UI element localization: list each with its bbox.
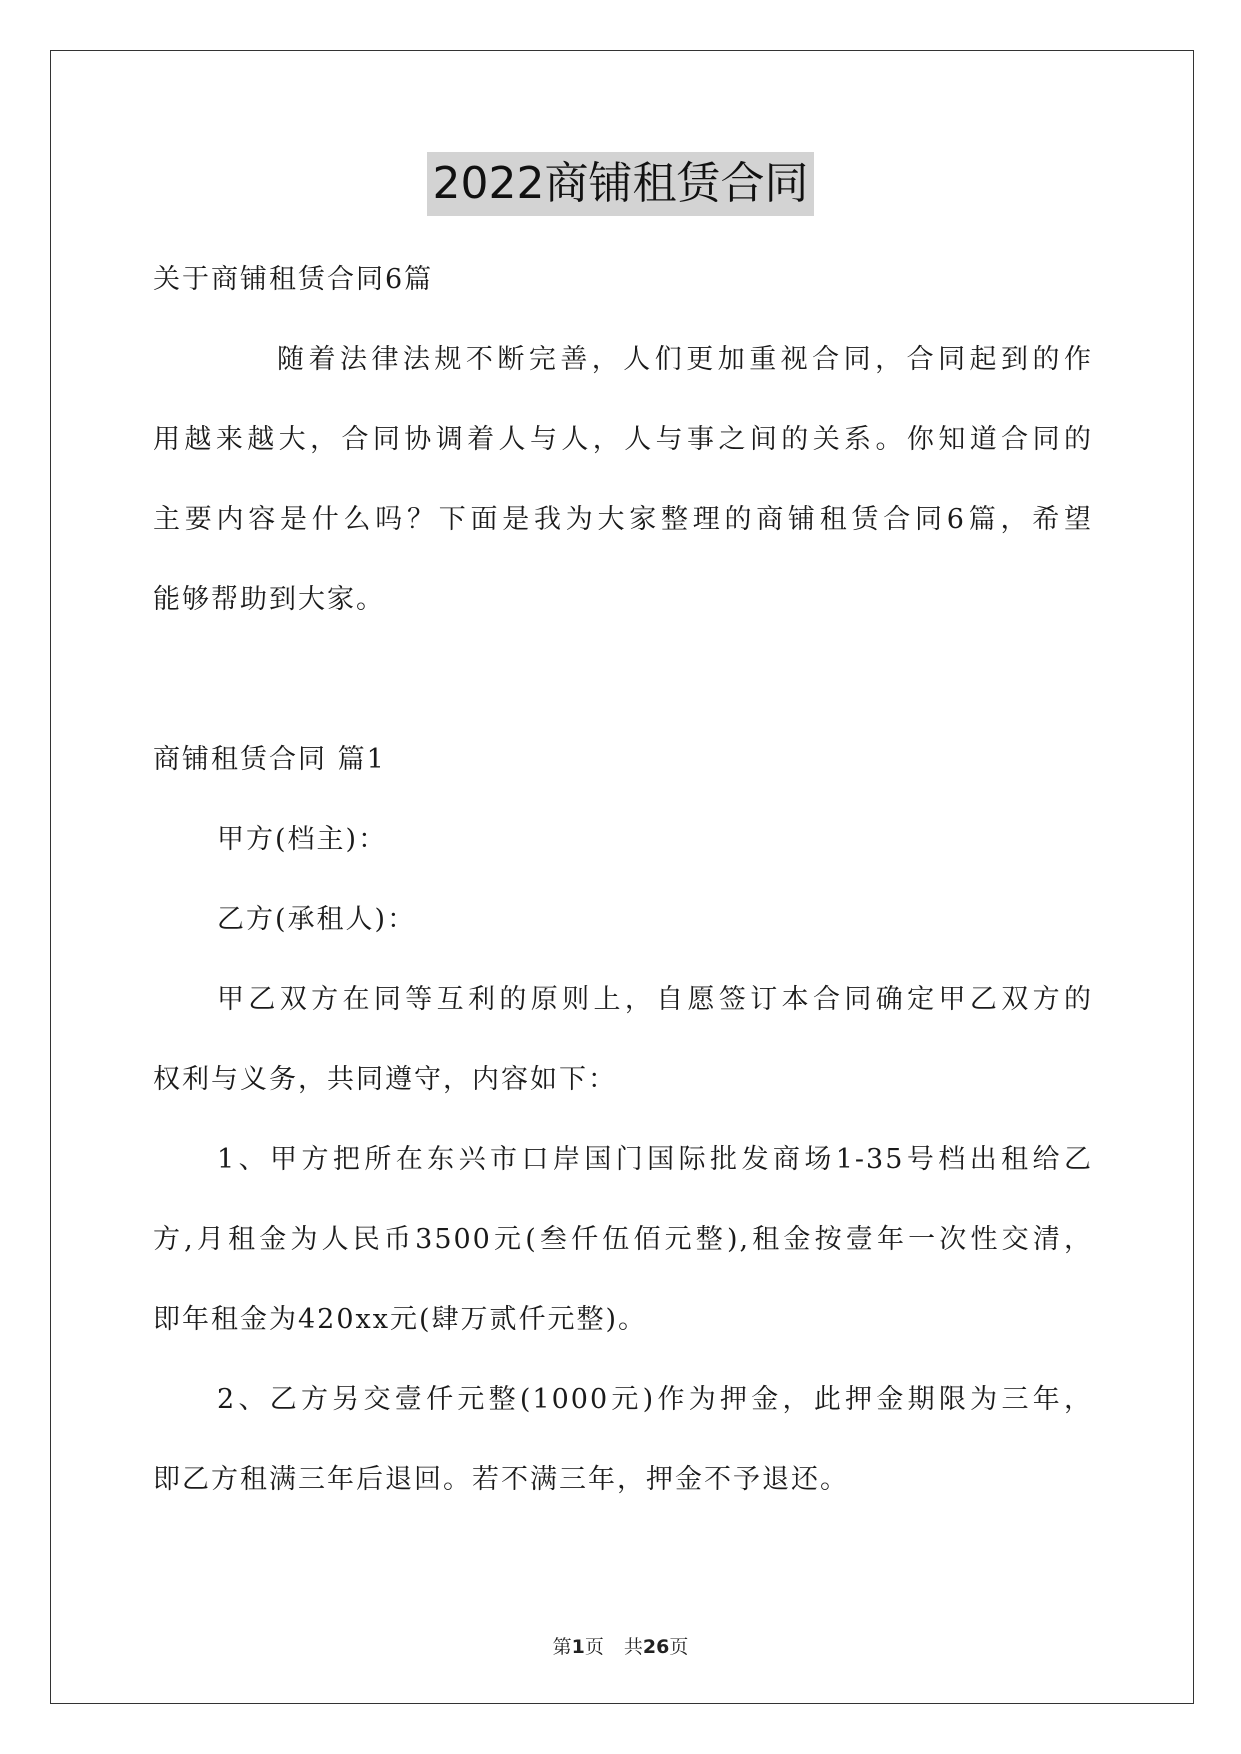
spacer xyxy=(153,640,1093,720)
document-body xyxy=(153,240,1093,1520)
paragraph-line: 主要内容是什么吗？下面是我为大家整理的商铺租赁合同6篇，希望 xyxy=(153,504,1093,535)
clause-line: 即乙方租满三年后退回。若不满三年，押金不予退还。 xyxy=(153,1464,849,1495)
paragraph-line: 能够帮助到大家。 xyxy=(153,584,385,615)
party-b-line: 乙方(承租人)： xyxy=(217,904,417,935)
total-pages: 26 xyxy=(642,1636,670,1658)
clause-line: 1、甲方把所在东兴市口岸国门国际批发商场1-35号档出租给乙 xyxy=(217,1144,1093,1175)
clause-line: 2、乙方另交壹仟元整(1000元)作为押金，此押金期限为三年， xyxy=(217,1384,1093,1415)
page-prefix: 第 xyxy=(552,1636,572,1658)
document-title: 2022商铺租赁合同 xyxy=(427,152,815,216)
total-prefix: 共 xyxy=(623,1636,643,1658)
title-container xyxy=(0,152,1241,216)
clause-line: 即年租金为420xx元(肆万贰仟元整)。 xyxy=(153,1304,648,1335)
paragraph-line: 随着法律法规不断完善，人们更加重视合同，合同起到的作 xyxy=(277,344,1093,375)
page-footer xyxy=(0,1632,1241,1659)
paragraph-line: 用越来越大，合同协调着人与人，人与事之间的关系。你知道合同的 xyxy=(153,424,1093,455)
party-a-line: 甲方(档主)： xyxy=(217,824,388,855)
page-number: 1 xyxy=(571,1636,585,1658)
section-heading: 商铺租赁合同 篇1 xyxy=(153,744,386,775)
paragraph-line: 权利与义务，共同遵守，内容如下： xyxy=(153,1064,617,1095)
clause-line: 方,月租金为人民币3500元(叁仟伍佰元整),租金按壹年一次性交清， xyxy=(153,1224,1093,1255)
subtitle-line: 关于商铺租赁合同6篇 xyxy=(153,264,434,295)
total-suffix: 页 xyxy=(669,1636,689,1658)
paragraph-line: 甲乙双方在同等互利的原则上，自愿签订本合同确定甲乙双方的 xyxy=(217,984,1093,1015)
page-suffix: 页 xyxy=(584,1636,604,1658)
